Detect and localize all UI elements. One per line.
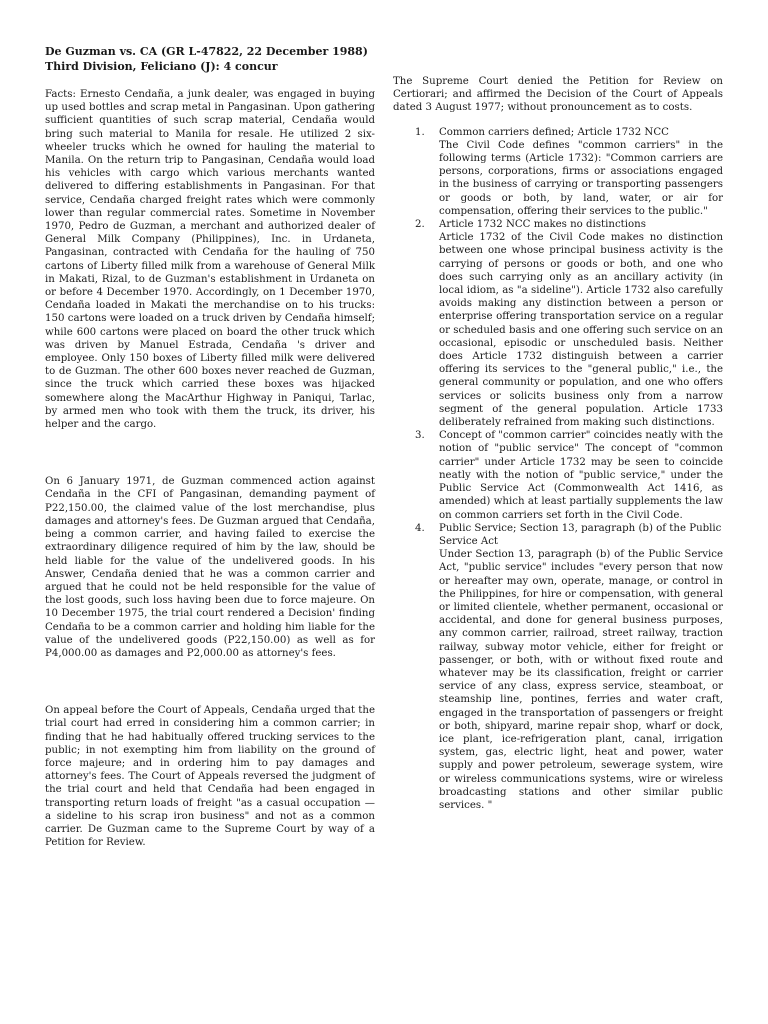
list-item <box>393 429 723 521</box>
list-item-body: Under Section 13, paragraph (b) of the Public Service Act, "public service" includes "every person that now or hereafter may own, operate, manage, or control in the Philippines, for hire or compensation, with general or limited clientele, whether permanent, occasional or accidental, and done for general business purposes, any common carrier, railroad, street railway, traction railway, subway motor vehicle, either for freight or passenger, or both, with or without fixed route and whatever may be its classification, freight or carrier service of any class, express service, steamboat, or steamship line, pontines, ferries and water craft, engaged in the transportation of passengers or freight or both, shipyard, marine repair shop, wharf or dock, ice plant, ice-refrigeration plant, canal, irrigation system, gas, electric light, heat and power, water supply and power petroleum, sewerage system, wire or wireless communications systems, wire or wireless broadcasting stations and other similar public services. " <box>439 549 723 811</box>
left-column <box>45 44 375 849</box>
facts-paragraph: Facts: Ernesto Cendaña, a junk dealer, was engaged in buying up used bottles and scrap metal in Pangasinan. Upon gathering sufficient quantities of such scrap material, Cendaña would bring such material to Manila for resale. He utilized 2 six-wheeler trucks which he owned for hauling the material to Manila. On the return trip to Pangasinan, Cendaña would load his vehicles with cargo which various merchants wanted delivered to differing establishments in Pangasinan. For that service, Cendaña charged freight rates which were commonly lower than regular commercial rates. Sometime in November 1970, Pedro de Guzman, a merchant and authorized dealer of General Milk Company (Philippines), Inc. in Urdaneta, Pangasinan, contracted with Cendaña for the hauling of 750 cartons of Liberty filled milk from a warehouse of General Milk in Makati, Rizal, to de Guzman's establishment in Urdaneta on or before 4 December 1970. Accordingly, on 1 December 1970, Cendaña loaded in Makati the merchandise on to his trucks: 150 cartons were loaded on a truck driven by Cendaña himself; while 600 cartons were placed on board the other truck which was driven by Manuel Estrada, Cendaña 's driver and employee. Only 150 boxes of Liberty filled milk were delivered to de Guzman. The other 600 boxes never reached de Guzman, since the truck which carried these boxes was hijacked somewhere along the MacArthur Highway in Paniqui, Tarlac, by armed men who took with them the truck, its driver, his helper and the cargo. <box>45 89 375 431</box>
list-item-body: The Civil Code defines "common carriers" in the following terms (Article 1732): "Common carriers are persons, corporations, firms or associations engaged in the business of carrying or transporting passengers or goods or both, by land, water, or air for compensation, offering their services to the public." <box>439 139 723 217</box>
case-title: De Guzman vs. CA (GR L-47822, 22 December 1988) <box>45 45 368 58</box>
right-column <box>393 75 723 812</box>
appeal-paragraph: On appeal before the Court of Appeals, Cendaña urged that the trial court had erred in considering him a common carrier; in finding that he had habitually offered trucking services to the public; in not exempting him from liability on the ground of force majeure; and in ordering him to pay damages and attorney's fees. The Court of Appeals reversed the judgment of the trial court and held that Cendaña had been engaged in transporting return loads of freight "as a casual occupation — a sideline to his scrap iron business" and not as a common carrier. De Guzman came to the Supreme Court by way of a Petition for Review. <box>45 705 375 849</box>
doctrine-list <box>393 126 723 813</box>
list-item-body: Article 1732 of the Civil Code makes no distinction between one whose principal business activity is the carrying of persons or goods or both, and one who does such carrying only as an ancillary activity (in local idiom, as "a sideline"). Article 1732 also carefully avoids making any distinction between a person or enterprise offering transportation service on a regular or scheduled basis and one offering such service on an occasional, episodic or unscheduled basis. Neither does Article 1732 distinguish between a carrier offering its services to the "general public," i.e., the general community or population, and one who offers services or solicits business only from a narrow segment of the general population. Article 1733 deliberately refrained from making such distinctions. <box>439 232 723 429</box>
list-item <box>393 126 723 218</box>
ruling-intro: The Supreme Court denied the Petition for Review on Certiorari; and affirmed the Decision of the Court of Appeals dated 3 August 1977; without pronouncement as to costs. <box>393 76 723 114</box>
list-item-body: Concept of "common carrier" coincides neatly with the notion of "public service" The concept of "common carrier" under Article 1732 may be seen to coincide neatly with the notion of "public service," under the Public Service Act (Commonwealth Act 1416, as amended) which at least partially supplements the law on common carriers set forth in the Civil Code. <box>439 430 723 521</box>
list-item-number: 1. <box>415 126 425 138</box>
list-item-number: 3. <box>415 430 425 442</box>
list-item <box>393 218 723 429</box>
trial-court-paragraph: On 6 January 1971, de Guzman commenced action against Cendaña in the CFI of Pangasinan, demanding payment of P22,150.00, the claimed value of the lost merchandise, plus damages and attorney's fees. De Guzman argued that Cendaña, being a common carrier, and having failed to exercise the extraordinary diligence required of him by the law, should be held liable for the value of the undelivered goods. In his Answer, Cendaña denied that he was a common carrier and argued that he could not be held responsible for the value of the lost goods, such loss having been due to force majeure. On 10 December 1975, the trial court rendered a Decision' finding Cendaña to be a common carrier and holding him liable for the value of the undelivered goods (P22,150.00) as well as for P4,000.00 as damages and P2,000.00 as attorney's fees. <box>45 476 375 659</box>
list-item-number: 4. <box>415 522 425 534</box>
list-item-title: Public Service; Section 13, paragraph (b) of the Public Service Act <box>439 522 722 547</box>
list-item <box>393 522 723 812</box>
list-item-number: 2. <box>415 219 425 231</box>
case-heading <box>45 44 375 74</box>
list-item-title: Common carriers defined; Article 1732 NCC <box>439 126 669 138</box>
list-item-title: Article 1732 NCC makes no distinctions <box>439 219 646 231</box>
case-division: Third Division, Feliciano (J): 4 concur <box>45 60 278 73</box>
